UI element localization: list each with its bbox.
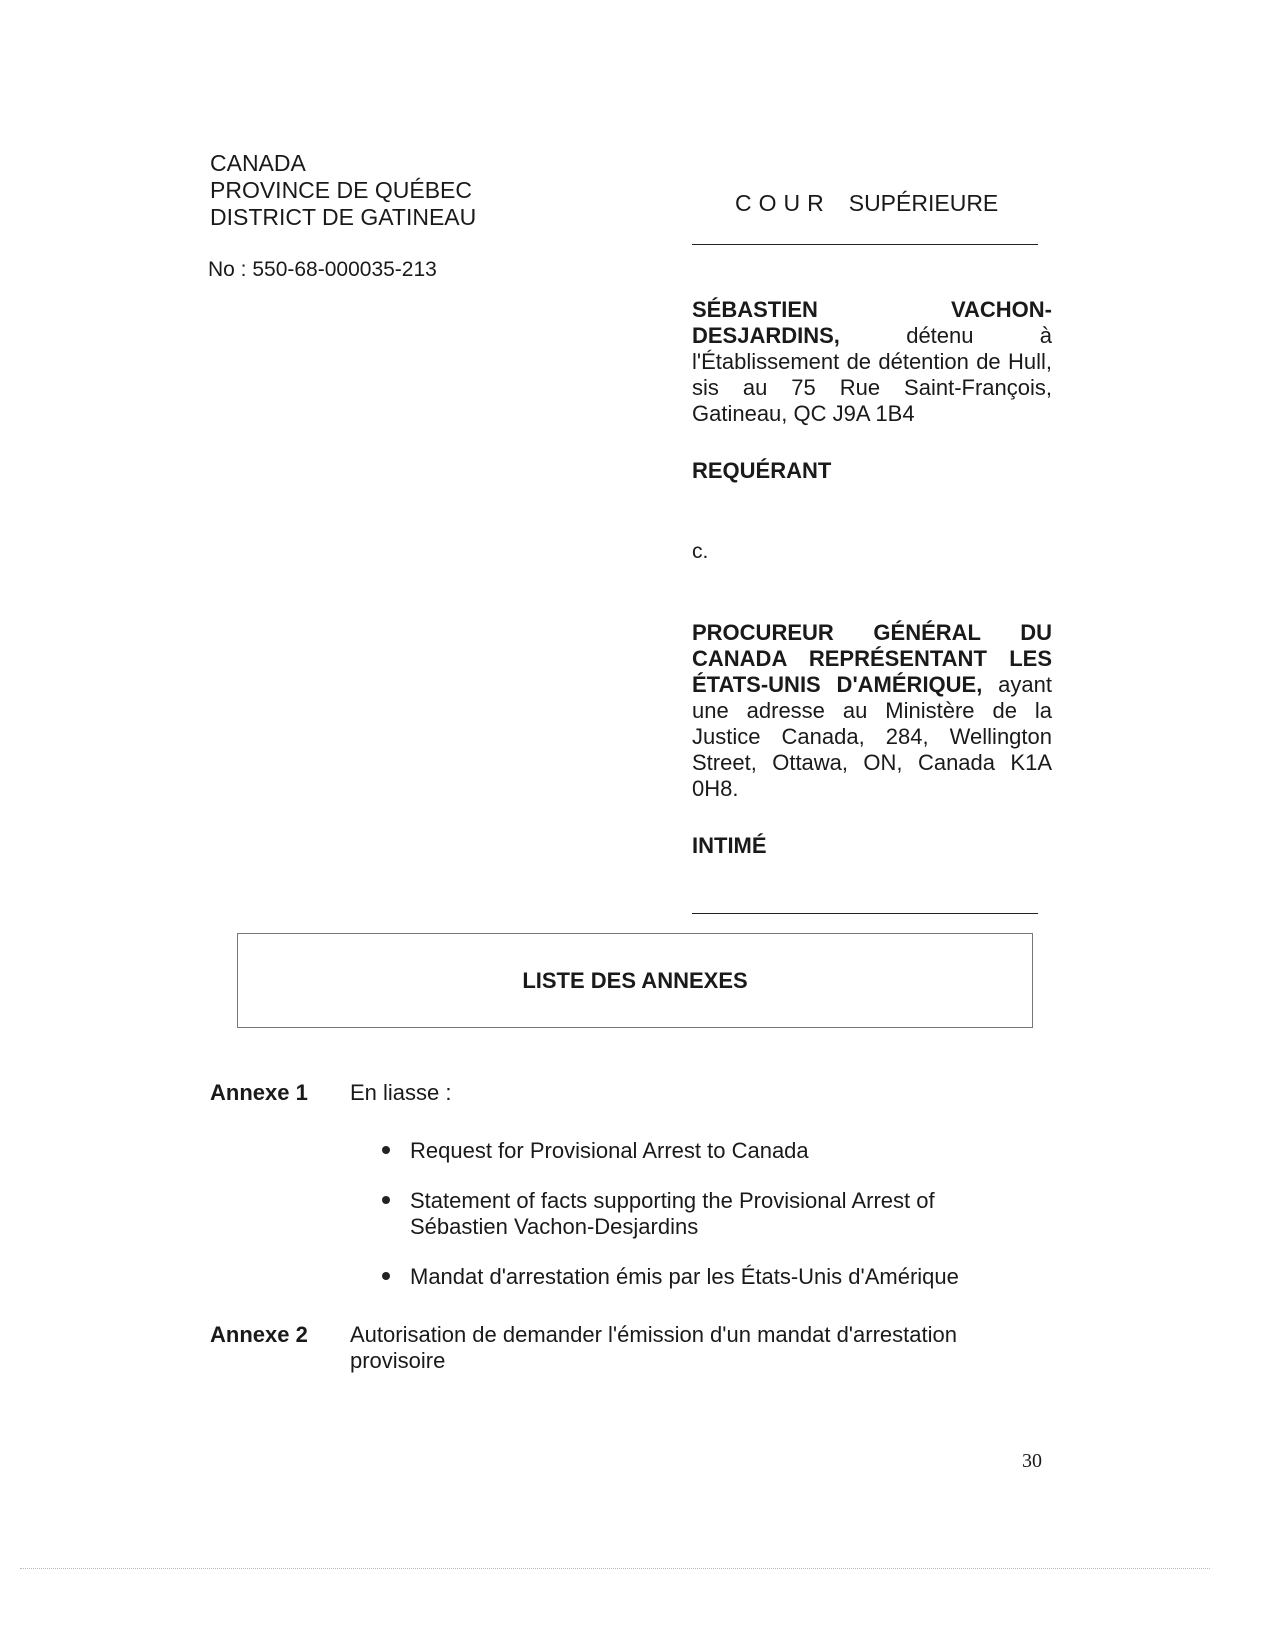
bullet-icon (382, 1146, 390, 1154)
respondent-details: ayant une adresse au Ministère de la Justice Canada, 284, Wellington Street, Ottawa, ON, Canada K1A 0H8. (692, 672, 1052, 801)
court-name: SUPÉRIEURE (848, 190, 999, 216)
applicant-name: SÉBASTIEN VACHON-DESJARDINS, (692, 297, 1052, 348)
annex-2-label: Annexe 2 (210, 1322, 308, 1347)
jurisdiction-country: CANADA (210, 150, 306, 176)
respondent-name: PROCUREUR GÉNÉRAL DU CANADA REPRÉSENTANT LES ÉTATS-UNIS D'AMÉRIQUE, (692, 620, 1052, 697)
annex-2-text: Autorisation de demander l'émission d'un mandat d'arrestation provisoire (350, 1322, 957, 1373)
annex-list-title: LISTE DES ANNEXES (522, 967, 748, 993)
bullet-icon (382, 1272, 390, 1280)
scan-artifact-line (20, 1568, 1210, 1569)
annex-1-items (380, 1138, 1020, 1314)
page-number: 30 (1022, 1450, 1042, 1472)
court-title (735, 190, 998, 217)
court-prefix: COUR (735, 190, 831, 216)
applicant-block (692, 297, 1052, 427)
annex-1-label: Annexe 1 (210, 1080, 308, 1105)
parties-divider (692, 913, 1038, 914)
respondent-block (692, 620, 1052, 802)
applicant-details: détenu à l'Établissement de détention de Hull, sis au 75 Rue Saint-François, Gatineau, QC J9A 1B4 (692, 323, 1052, 426)
versus-label: c. (692, 540, 709, 563)
jurisdiction-block (210, 150, 476, 231)
list-item: Statement of facts supporting the Provisional Arrest of Sébastien Vachon-Desjardins (380, 1188, 1020, 1240)
file-number: No : 550-68-000035-213 (208, 258, 437, 281)
respondent-role: INTIMÉ (692, 833, 767, 858)
annex-1-text: En liasse : (350, 1080, 452, 1105)
jurisdiction-province: PROVINCE DE QUÉBEC (210, 177, 472, 203)
applicant-role: REQUÉRANT (692, 458, 832, 483)
jurisdiction-district: DISTRICT DE GATINEAU (210, 204, 477, 230)
list-item: Mandat d'arrestation émis par les États-Unis d'Amérique (380, 1264, 1020, 1290)
list-item: Request for Provisional Arrest to Canada (380, 1138, 1020, 1164)
annex-list-title-box (237, 933, 1033, 1028)
court-divider (692, 244, 1038, 245)
bullet-icon (382, 1196, 390, 1204)
